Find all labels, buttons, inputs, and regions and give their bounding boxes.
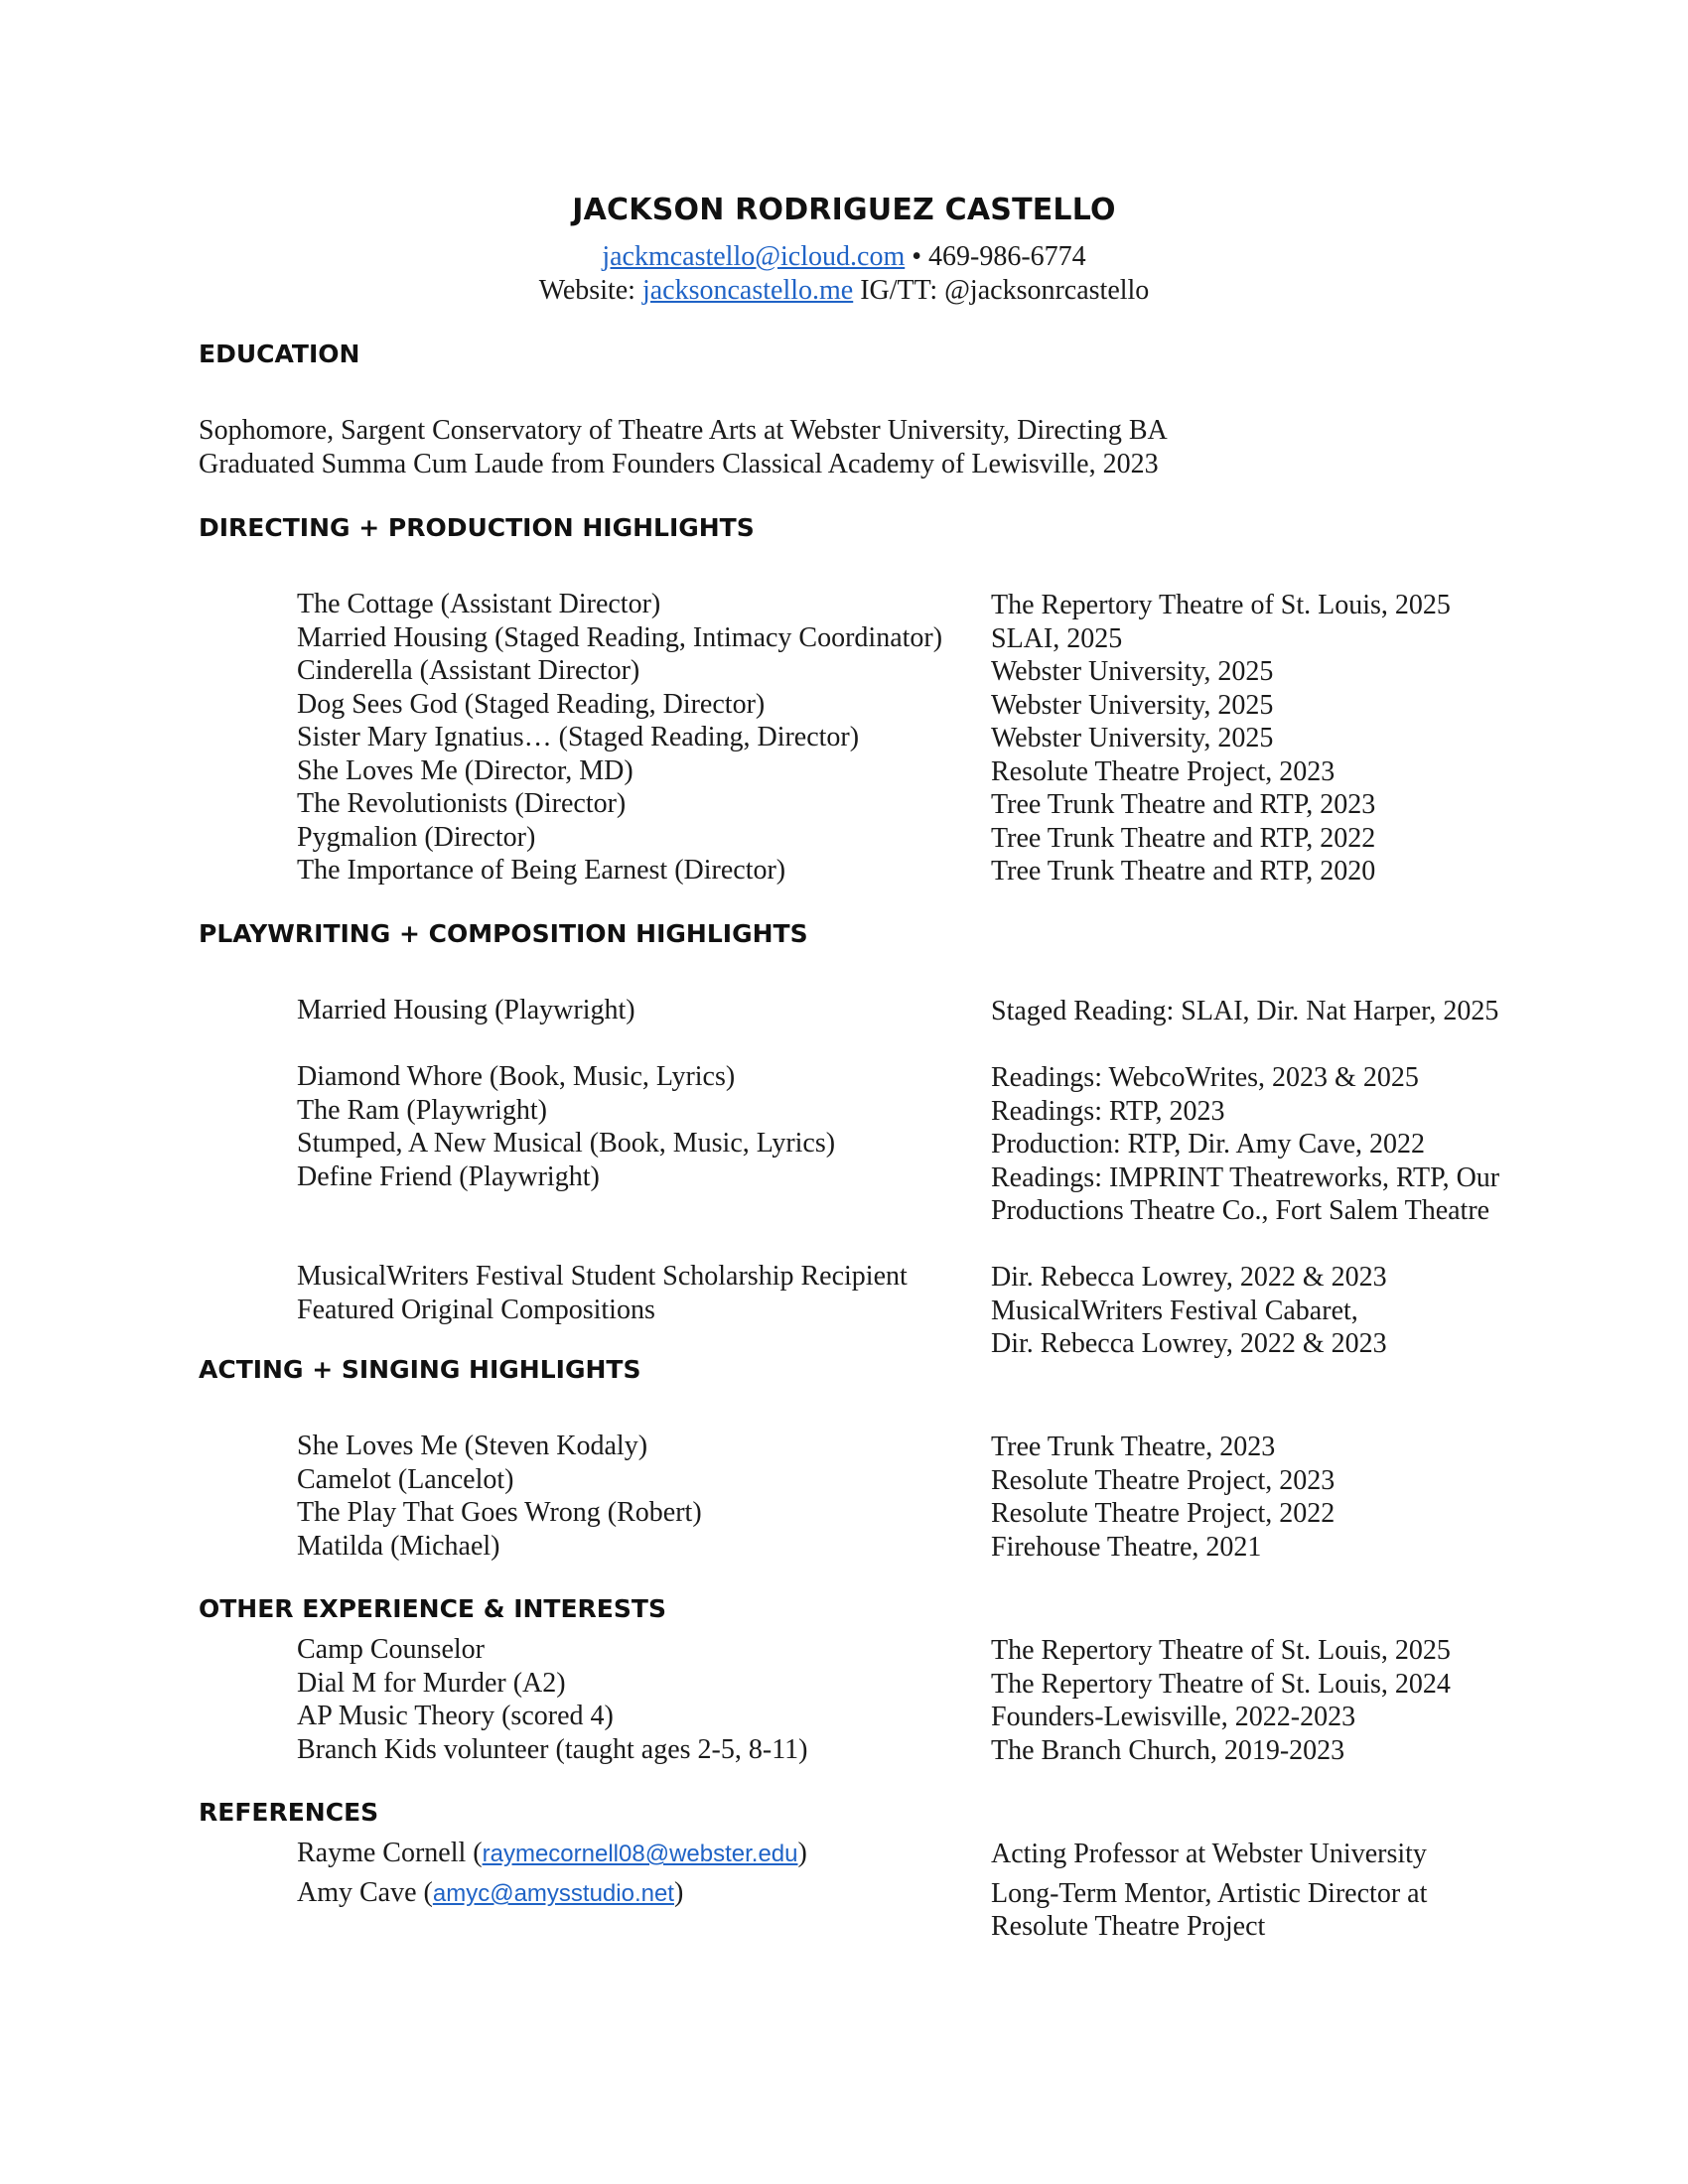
reference-row [0,1838,1688,1871]
contact-line-2 [0,275,1688,307]
reference-contact [297,1877,683,1909]
playwriting-row [0,1095,1688,1129]
directing-row [0,722,1688,755]
work-details: Dir. Rebecca Lowrey, 2022 & 2023 [991,1262,1387,1293]
work-title: Featured Original Compositions [297,1295,655,1325]
directing-row [0,755,1688,789]
work-details: Readings: RTP, 2023 [991,1096,1225,1127]
production-title: Dog Sees God (Staged Reading, Director) [297,689,766,720]
production-title: Sister Mary Ignatius… (Staged Reading, Director) [297,722,860,752]
website-label: Website: [538,275,642,306]
role-venue: Tree Trunk Theatre, 2023 [991,1432,1276,1462]
work-details: Production: RTP, Dir. Amy Cave, 2022 [991,1129,1425,1160]
production-title: Cinderella (Assistant Director) [297,655,640,686]
production-title: The Cottage (Assistant Director) [297,589,661,619]
directing-row [0,788,1688,822]
role-title: She Loves Me (Steven Kodaly) [297,1431,648,1461]
experience-title: Dial M for Murder (A2) [297,1668,566,1699]
education-line: Graduated Summa Cum Laude from Founders Classical Academy of Lewisville, 2023 [199,449,1159,479]
education-line: Sophomore, Sargent Conservatory of Theatre Arts at Webster University, Directing BA [199,415,1168,446]
directing-row [0,589,1688,622]
experience-org: Founders-Lewisville, 2022-2023 [991,1702,1356,1732]
production-title: Married Housing (Staged Reading, Intimacy Coordinator) [297,622,943,653]
work-title: Define Friend (Playwright) [297,1161,600,1192]
production-title: She Loves Me (Director, MD) [297,755,633,786]
work-title: MusicalWriters Festival Student Scholarship Recipient [297,1261,908,1292]
social-handle: IG/TT: @jacksonrcastello [853,275,1150,306]
applicant-name: JACKSON RODRIGUEZ CASTELLO [572,193,1116,227]
reference-contact [297,1838,807,1869]
experience-title: AP Music Theory (scored 4) [297,1701,614,1731]
role-venue: Resolute Theatre Project, 2023 [991,1465,1336,1496]
work-title: Stumped, A New Musical (Book, Music, Lyrics) [297,1128,836,1159]
playwriting-row [0,1161,1688,1226]
directing-row [0,689,1688,723]
production-title: The Revolutionists (Director) [297,788,627,819]
acting-row [0,1464,1688,1498]
acting-row [0,1497,1688,1531]
reference-name: Rayme Cornell [297,1838,467,1868]
acting-row [0,1431,1688,1464]
experience-org: The Repertory Theatre of St. Louis, 2025 [991,1635,1451,1666]
work-details: Readings: IMPRINT Theatreworks, RTP, Our Productions Theatre Co., Fort Salem Theatre [991,1162,1500,1226]
work-title: Diamond Whore (Book, Music, Lyrics) [297,1061,736,1092]
directing-row [0,822,1688,856]
other-heading: OTHER EXPERIENCE & INTERESTS [199,1594,666,1623]
work-details: Readings: WebcoWrites, 2023 & 2025 [991,1062,1419,1093]
experience-title: Branch Kids volunteer (taught ages 2-5, 8-11) [297,1734,808,1765]
other-row [0,1701,1688,1734]
directing-heading: DIRECTING + PRODUCTION HIGHLIGHTS [199,513,755,542]
production-venue: The Repertory Theatre of St. Louis, 2025 [991,590,1451,620]
work-title: The Ram (Playwright) [297,1095,547,1126]
production-venue: SLAI, 2025 [991,623,1123,654]
production-venue: Tree Trunk Theatre and RTP, 2023 [991,789,1376,820]
paren-open: ( [416,1877,433,1908]
directing-row [0,622,1688,656]
playwriting-row [0,1061,1688,1095]
experience-org: The Repertory Theatre of St. Louis, 2024 [991,1669,1451,1700]
reference-title: Acting Professor at Webster University [991,1839,1427,1869]
acting-row [0,1531,1688,1565]
role-title: Camelot (Lancelot) [297,1464,514,1495]
references-heading: REFERENCES [199,1798,379,1827]
playwriting-row [0,1295,1688,1359]
production-venue: Webster University, 2025 [991,656,1274,687]
other-row [0,1634,1688,1668]
production-venue: Webster University, 2025 [991,690,1274,721]
production-title: Pygmalion (Director) [297,822,536,853]
reference-email-link[interactable]: amyc@amysstudio.net [432,1880,674,1907]
work-details: Staged Reading: SLAI, Dir. Nat Harper, 2025 [991,996,1499,1026]
playwriting-row [0,995,1688,1028]
reference-row [0,1877,1688,1942]
contact-line-1 [0,241,1688,273]
directing-row [0,655,1688,689]
paren-open: ( [466,1838,483,1868]
experience-org: The Branch Church, 2019-2023 [991,1735,1345,1766]
acting-heading: ACTING + SINGING HIGHLIGHTS [199,1355,641,1384]
other-row [0,1668,1688,1702]
work-details-line: MusicalWriters Festival Cabaret, [991,1296,1358,1326]
production-venue: Resolute Theatre Project, 2023 [991,756,1336,787]
production-venue: Tree Trunk Theatre and RTP, 2022 [991,823,1376,854]
phone: • 469-986-6774 [905,241,1086,272]
work-details [991,1295,1507,1360]
role-title: Matilda (Michael) [297,1531,500,1562]
work-details-line: Dir. Rebecca Lowrey, 2022 & 2023 [991,1328,1387,1359]
role-venue: Firehouse Theatre, 2021 [991,1532,1262,1563]
other-row [0,1734,1688,1768]
website-link[interactable]: jacksoncastello.me [641,275,854,306]
reference-email-link[interactable]: raymecornell08@webster.edu [482,1841,798,1867]
education-heading: EDUCATION [199,340,360,368]
production-venue: Tree Trunk Theatre and RTP, 2020 [991,856,1376,887]
paren-close: ) [673,1877,684,1908]
playwriting-heading: PLAYWRITING + COMPOSITION HIGHLIGHTS [199,919,808,948]
paren-close: ) [797,1838,807,1868]
email-link[interactable]: jackmcastello@icloud.com [602,241,906,272]
role-title: The Play That Goes Wrong (Robert) [297,1497,702,1528]
work-title: Married Housing (Playwright) [297,995,635,1025]
experience-title: Camp Counselor [297,1634,485,1665]
reference-title: Long-Term Mentor, Artistic Director at Resolute Theatre Project [991,1878,1428,1942]
playwriting-row [0,1261,1688,1295]
directing-row [0,855,1688,888]
production-venue: Webster University, 2025 [991,723,1274,753]
production-title: The Importance of Being Earnest (Director) [297,855,786,886]
role-venue: Resolute Theatre Project, 2022 [991,1498,1336,1529]
playwriting-row [0,1128,1688,1161]
reference-name: Amy Cave [297,1877,417,1908]
